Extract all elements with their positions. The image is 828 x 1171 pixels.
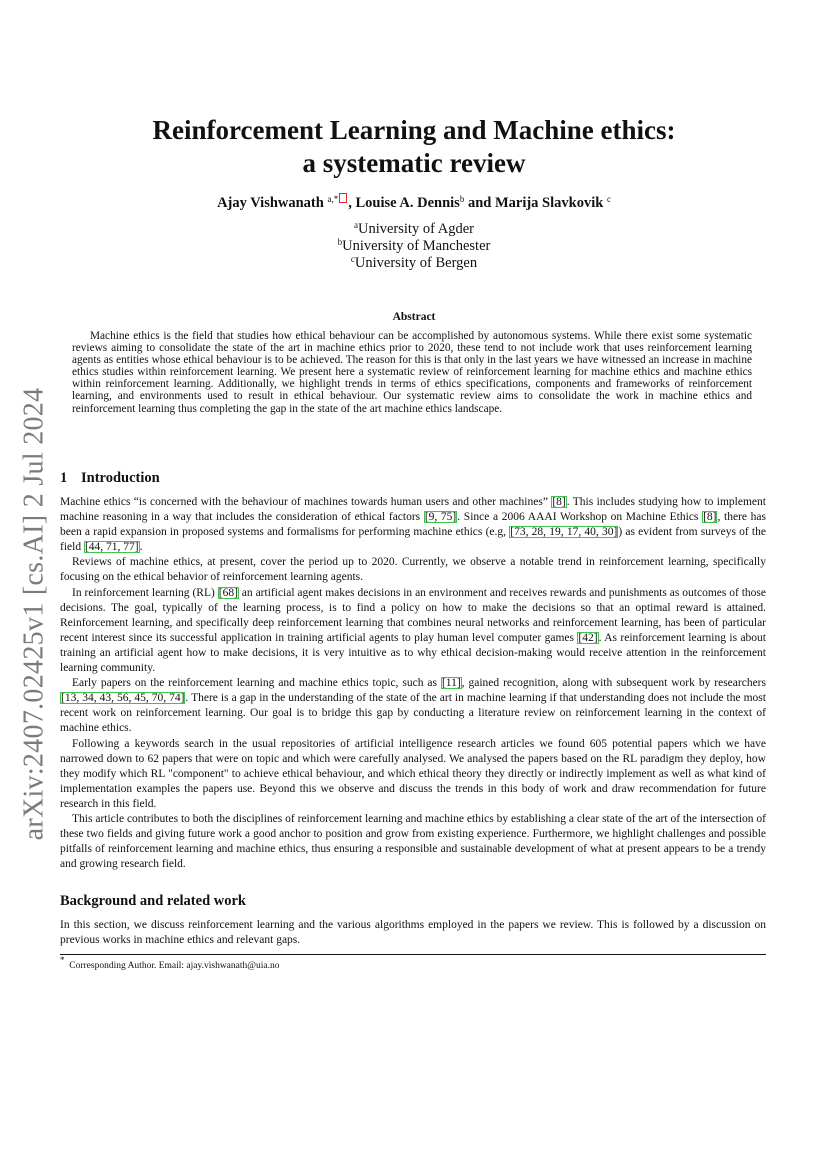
arxiv-identifier: arXiv:2407.02425v1 [cs.AI] 2 Jul 2024 — [18, 387, 50, 841]
citation-link[interactable]: [8] — [703, 511, 717, 524]
background-body — [60, 918, 766, 948]
author-affiliation-mark: a,* — [327, 194, 339, 204]
section-title: Introduction — [81, 470, 160, 486]
title-line-2: a systematic review — [302, 148, 526, 178]
arxiv-sidebar — [14, 388, 54, 840]
author-name: Louise A. Dennis — [355, 195, 460, 211]
abstract-heading: Abstract — [392, 311, 436, 323]
author-conjunction: and — [464, 195, 495, 211]
affiliation-mark: a — [354, 220, 358, 230]
citation-link[interactable]: [9, 75] — [424, 511, 457, 524]
paragraph: Early papers on the reinforcement learning and machine ethics topic, such as [11], gained recognition, along with subsequent work by researchers [13, 34, 43, 56, 45, 70, 74]. There is a gap in the understanding of the state of the art in machine learning if that understanding does not include the most recent work on reinforcement learning. Our goal is to bridge this gap by conducting a literature review on reinforcement learning in the context of machine ethics. — [60, 677, 766, 735]
author-separator: , — [348, 195, 356, 211]
paragraph: Machine ethics “is concerned with the behaviour of machines towards human users and other machines” [8]. This includes studying how to implement machine reasoning in a way that includes the consideration of ethical factors [9, 75]. Since a 2006 AAAI Workshop on Machine Ethics [8], there has been a rapid expansion in proposed systems and formalisms for performing machine ethics (e.g, [73, 28, 19, 17, 40, 30]) as evident from surveys of the field [44, 71, 77]. — [60, 496, 766, 554]
paragraph: Reviews of machine ethics, at present, cover the period up to 2020. Currently, we observe a notable trend in reinforcement learning, specifically focusing on the ethical behavior of reinforcement learning agents. — [60, 556, 766, 584]
citation-link[interactable]: [44, 71, 77] — [84, 541, 139, 554]
title-block — [0, 114, 828, 272]
paragraph: Following a keywords search in the usual repositories of artificial intelligence research articles we found 605 potential papers which we have narrowed down to 62 papers that were on topic and which were carefully analysed. We analysed the papers based on the RL paradigm they deploy, how they modify which RL "component" to achieve ethical behaviour, and which ethical theory they directly or indirectly implement as well as what kind of implementation examples the papers use. Beyond this we observe and discuss the trends in this body of work and draw recommendation for future research in this field. — [60, 737, 766, 810]
affiliation-name: University of Bergen — [354, 255, 478, 271]
title-line-1: Reinforcement Learning and Machine ethics: — [152, 115, 676, 145]
citation-link[interactable]: [68] — [218, 586, 238, 599]
author-list — [0, 193, 828, 212]
section-heading-introduction — [60, 470, 160, 487]
affiliation-name: University of Agder — [358, 221, 474, 237]
footnote — [60, 955, 280, 971]
citation-link[interactable]: [13, 34, 43, 56, 45, 70, 74] — [61, 692, 185, 705]
citation-link[interactable]: [42] — [578, 631, 598, 644]
footnote-divider — [60, 954, 766, 955]
footnote-text: Corresponding Author. Email: ajay.vishwanath@uia.no — [69, 961, 280, 971]
paragraph: This article contributes to both the disciplines of reinforcement learning and machine ethics by establishing a clear state of the art of the intersection of these two fields and giving future work a good anchor to position and grow from existing experience. Furthermore, we highlight challenges and possible pitfalls of reinforcement learning and machine ethics, thus ensuring a responsible and sustainable development of what at present appears to be a trendy and growing research field. — [60, 812, 766, 871]
affiliation-mark: b — [337, 237, 343, 247]
abstract-text: Machine ethics is the field that studies how ethical behaviour can be accomplished by autonomous systems. While there exist some systematic reviews aiming to consolidate the state of the art in machine ethics prior to 2020, these tend to not include work that uses reinforcement learning agents as entities whose ethical behaviour is to be achieved. The reason for this is that only in the last years we have witnessed an increase in machine ethics studies within reinforcement learning. We present here a systematic review of reinforcement learning for machine ethics and machine ethics within reinforcement learning. Additionally, we highlight trends in terms of ethics specifications, components and frameworks of reinforcement learning, and environments used to result in ethical behaviour. Our systematic review aims to consolidate the work in machine ethics and reinforcement learning thus completing the gap in the state of the art machine ethics landscape. — [72, 330, 752, 415]
introduction-body — [60, 495, 766, 872]
author-name: Marija Slavkovik — [494, 195, 604, 211]
affiliation — [0, 221, 828, 238]
affiliation-mark: c — [350, 254, 355, 264]
citation-link[interactable]: [8] — [552, 496, 566, 508]
paragraph: In reinforcement learning (RL) [68] an artificial agent makes decisions in an environment and receives rewards and punishments as outcomes of those decisions. The goal, typically of the learning process, is to find a policy on how to make the decisions so that an optimal reward is attained. Reinforcement learning, and specifically deep reinforcement learning that combines neural networks and reinforcement learning, has been of particular recent interest since its successful application in training artificial agents to play human level computer games [42]. As reinforcement learning is about training an artificial agent how to make decisions, it is very intuitive as to why ethical decision-making would receive attention in the reinforcement learning community. — [60, 586, 767, 675]
footnote-marker: * — [60, 955, 65, 965]
footnote-link-marker[interactable] — [339, 193, 347, 203]
section-heading-background — [60, 893, 246, 910]
affiliation — [0, 255, 828, 272]
author-affiliation-mark: b — [459, 194, 465, 204]
paragraph: In this section, we discuss reinforcement learning and the various algorithms employed in the papers we review. This is followed by a discussion on previous works in machine ethics and relevant gaps. — [60, 919, 766, 947]
author-name: Ajay Vishwanath — [217, 195, 324, 211]
paper-title — [0, 114, 828, 180]
affiliation-list — [0, 221, 828, 272]
affiliation-name: University of Manchester — [342, 238, 491, 254]
citation-link[interactable]: [11] — [441, 677, 461, 690]
section-title: Background and related work — [60, 893, 246, 909]
section-number: 1 — [60, 470, 68, 486]
affiliation — [0, 238, 828, 255]
author-affiliation-mark: c — [606, 194, 611, 204]
citation-link[interactable]: [73, 28, 19, 17, 40, 30] — [510, 526, 618, 539]
